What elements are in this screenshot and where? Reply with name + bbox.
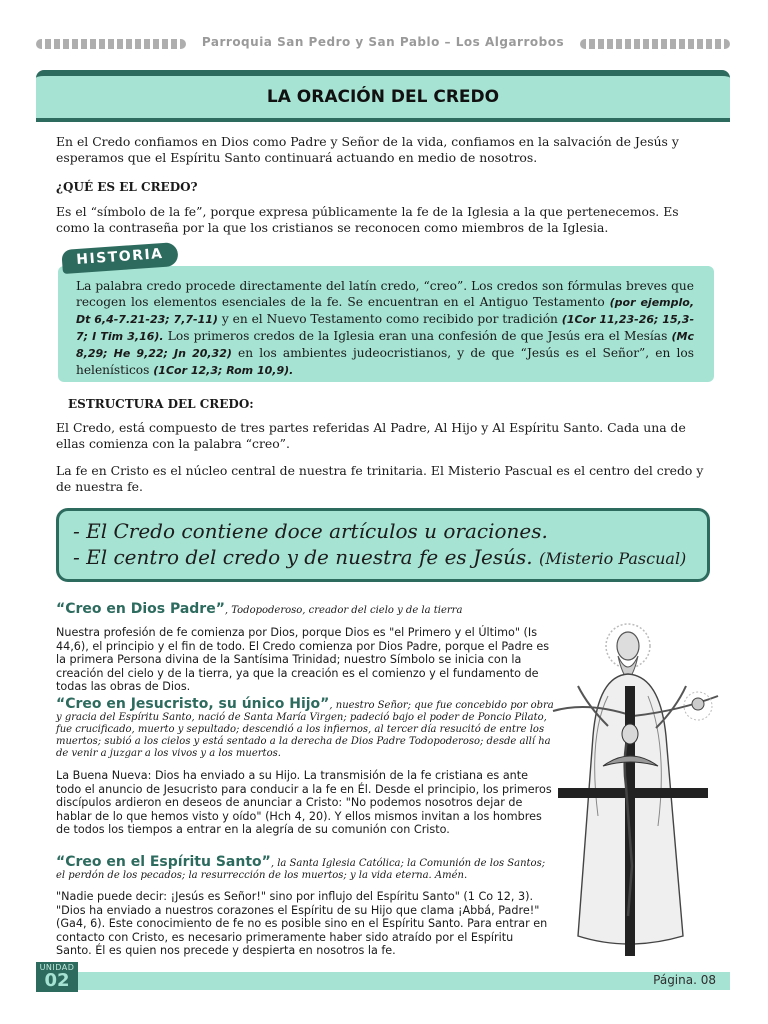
historia-text: [76, 278, 694, 379]
callout-line-2: [73, 545, 686, 569]
callout-line-2-note: (Misterio Pascual): [539, 549, 687, 568]
estructura-p1: El Credo, está compuesto de tres partes referidas Al Padre, Al Hijo y Al Espíritu Santo. Cada una de ellas comienza con la palabra “creo”.: [56, 420, 686, 451]
que-es-heading: ¿QUÉ ES EL CREDO?: [56, 180, 198, 194]
historia-ref-4: (1Cor 12,3; Rom 10,9).: [153, 364, 294, 377]
callout-line-2-text: - El centro del credo y de nuestra fe es Jesús.: [73, 545, 533, 569]
callout-line-1: - El Credo contiene doce artículos u oraciones.: [73, 519, 548, 543]
espiritu-heading: [56, 856, 556, 882]
ornament-right: [580, 39, 730, 49]
historia-text-1: La palabra credo procede directamente del latín credo, “creo”. Los credos son fórmulas breves que recogen los elementos esenciales de la fe. Se encuentran en el Antiguo Testamento: [76, 279, 694, 309]
intro-paragraph: En el Credo confiamos en Dios como Padre y Señor de la vida, confiamos en la salvación de Jesús y esperamos que el Espíritu Santo continuará actuando en medio de nosotros.: [56, 134, 679, 165]
padre-title: “Creo en Dios Padre”: [56, 601, 225, 617]
page-number: Página. 08: [653, 973, 716, 987]
historia-text-3: Los primeros credos de la Iglesia eran una confesión de que Jesús era el Mesías: [163, 329, 672, 343]
estructura-p2: La fe en Cristo es el núcleo central de nuestra fe trinitaria. El Misterio Pascual es el centro del credo y de nuestra fe.: [56, 463, 704, 494]
historia-text-2: y en el Nuevo Testamento como recibido por tradición: [217, 312, 562, 326]
historia-text-4: en los ambientes judeocristianos, y de que “Jesús es el Señor”, en los helenísticos: [76, 346, 695, 377]
historia-ref-3: (Mc 8,29; He 9,22; Jn 20,32): [76, 330, 694, 360]
estructura-heading: ESTRUCTURA DEL CREDO:: [68, 397, 254, 411]
hijo-heading: [56, 698, 554, 760]
trinity-crucifix-illustration: [548, 616, 748, 960]
padre-subtitle: , Todopoderoso, creador del cielo y de la tierra: [224, 605, 463, 616]
page-footer: [36, 972, 730, 990]
padre-heading: [56, 598, 462, 617]
parish-title: Parroquia San Pedro y San Pablo – Los Algarrobos: [201, 35, 565, 49]
main-title-bar: [36, 70, 730, 122]
unidad-number: 02: [44, 970, 70, 991]
que-es-text: Es el “símbolo de la fe”, porque expresa públicamente la fe de la Iglesia a la que pertenecemos. Es como la contraseña por la que los cristianos se reconocen como miembros de la Iglesia.: [56, 204, 679, 235]
espiritu-title: “Creo en el Espíritu Santo”: [56, 854, 271, 870]
hijo-subtitle: , nuestro Señor; que fue concebido por obra y gracia del Espíritu Santo, nació de Santa María Virgen; padeció bajo el poder de Poncio Pilato, fue crucificado, muerto y sepultado; descendió a los infiernos, al tercer día resucitó de entre los muertos; subió a los cielos y está sentado a la derecha de Dios Padre Todopoderoso; desde allí ha de venir a juzgar a los vivos y a los muertos.: [56, 700, 554, 759]
historia-ref-2: (1Cor 11,23-26; 15,3-7; I Tim 3,16).: [76, 313, 695, 343]
padre-text: Nuestra profesión de fe comienza por Dios, porque Dios es "el Primero y el Último" (Is 44,6), el principio y el fin de todo. El Credo comienza por Dios Padre, porque el Padre es la primera Persona divina de la Santísima Trinidad; nuestro Símbolo se inicia con la creación del cielo y de la tierra, ya que la creación es el comienzo y el fundamento de todas las obras de Dios.: [56, 626, 550, 693]
espiritu-subtitle: , la Santa Iglesia Católica; la Comunión de los Santos; el perdón de los pecados; la resurrección de los muertos; y la vida eterna. Amén.: [56, 858, 546, 881]
unidad-badge: [36, 962, 78, 992]
historia-ref-1: (por ejemplo, Dt 6,4-7.21-23; 7,7-11): [76, 296, 694, 326]
historia-tag-label: HISTORIA: [75, 245, 165, 269]
hijo-title: “Creo en Jesucristo, su único Hijo”: [56, 696, 330, 712]
page-header: [36, 34, 730, 54]
unidad-label: UNIDAD: [39, 963, 75, 972]
page-title: LA ORACIÓN DEL CREDO: [266, 87, 500, 107]
espiritu-text: "Nadie puede decir: ¡Jesús es Señor!" sino por influjo del Espíritu Santo" (1 Co 12, 3). "Dios ha enviado a nuestros corazones el Espíritu de su Hijo que clama ¡Abbá, Padre!" (Ga4, 6). Este conocimiento de fe no es posible sino en el Espíritu Santo. Para entrar en contacto con Cristo, es necesario primeramente haber sido atraído por el Espíritu Santo. Él es quien nos precede y despierta en nosotros la fe.: [56, 890, 548, 957]
hijo-text: La Buena Nueva: Dios ha enviado a su Hijo. La transmisión de la fe cristiana es ante todo el anuncio de Jesucristo para conducir a la fe en Él. Desde el principio, los primeros discípulos ardieron en deseos de anunciar a Cristo: "No podemos nosotros dejar de hablar de lo que hemos visto y oído" (Hch 4, 20). Y ellos mismos invitan a los hombres de todos los tiempos a entrar en la alegría de su comunión con Cristo.: [56, 769, 552, 836]
callout-box: [56, 508, 710, 582]
